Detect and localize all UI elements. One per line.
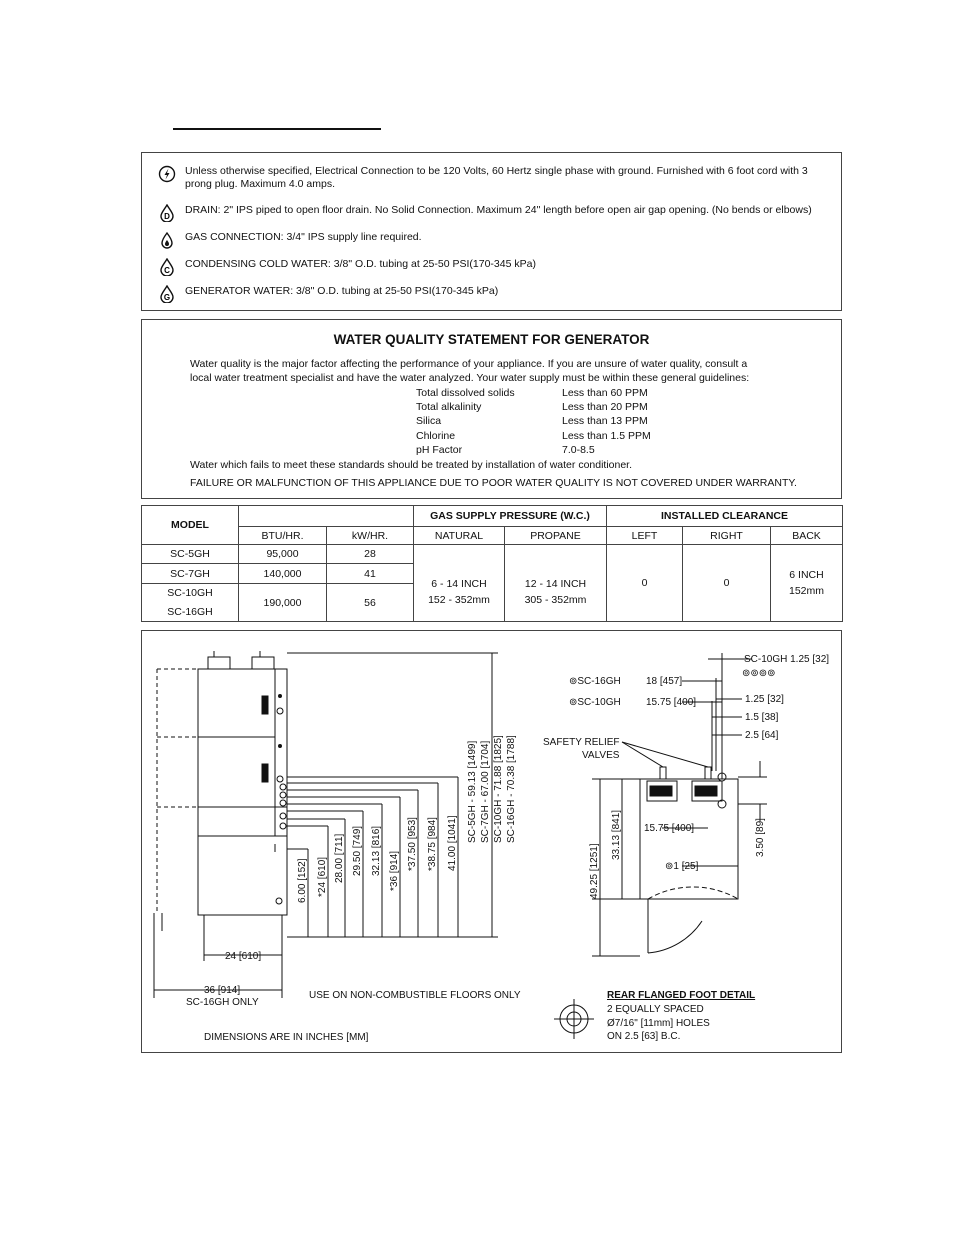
note-drain-text: DRAIN: 2" IPS piped to open floor drain. No Solid Connection. Maximum 24" length before open air gap opening. (No bends or elbows) xyxy=(185,204,812,216)
table-subheader-row xyxy=(142,527,843,545)
foot-detail-title: REAR FLANGED FOOT DETAIL xyxy=(607,990,756,1001)
guideline-value: 7.0-8.5 xyxy=(562,444,595,456)
dimension-drawing-box xyxy=(141,630,842,1053)
guideline-row xyxy=(416,430,651,443)
safety-relief-label: SAFETY RELIEF xyxy=(543,737,620,748)
back-clearance-cell xyxy=(771,545,843,622)
height-label: SC-10GH - 71.88 [1825] xyxy=(493,735,504,843)
right-clearance-cell: 0 xyxy=(683,545,771,622)
vertical-dimension-label: 32.13 [816] xyxy=(371,825,382,876)
water-quality-title: WATER QUALITY STATEMENT FOR GENERATOR xyxy=(333,332,650,347)
guideline-row xyxy=(416,444,595,457)
model-cell: SC-5GH xyxy=(142,545,239,564)
vertical-dimension-label: *24 [610] xyxy=(317,856,328,897)
dim-350-label: 3.50 [89] xyxy=(755,818,766,857)
generator-water-icon xyxy=(158,285,176,303)
dim-3313-label: 33.13 [841] xyxy=(611,809,622,860)
top-sc10-label: SC-10GH 1.25 [32] xyxy=(744,654,830,665)
water-quality-intro-2: local water treatment specialist and have the water analyzed. Your water supply must be within these general guidelines: xyxy=(190,372,750,384)
height-label: SC-16GH - 70.38 [1788] xyxy=(506,735,517,843)
guideline-value: Less than 1.5 PPM xyxy=(562,430,651,442)
width-24-label: 24 [610] xyxy=(225,951,262,962)
left-clearance-cell: 0 xyxy=(607,545,683,622)
btu-header: BTU/HR. xyxy=(239,527,327,545)
back-header: BACK xyxy=(771,527,843,545)
gas-icon xyxy=(158,231,176,249)
clearance-header: INSTALLED CLEARANCE xyxy=(607,506,843,527)
steamer-cabinet xyxy=(198,669,287,915)
drain-icon xyxy=(158,204,176,222)
table-header-row xyxy=(142,506,843,527)
model-cell: SC-16GH xyxy=(142,603,239,622)
blank-header xyxy=(239,506,414,527)
sc10-value: 15.75 [400] xyxy=(646,697,697,708)
safety-valves-label: VALVES xyxy=(582,750,620,761)
guideline-label: Total alkalinity xyxy=(416,401,482,413)
propane-header: PROPANE xyxy=(505,527,607,545)
table-row xyxy=(142,545,843,564)
floors-note: USE ON NON-COMBUSTIBLE FLOORS ONLY xyxy=(309,990,521,1001)
title-underline xyxy=(173,128,381,130)
back-clearance-mm: 152mm xyxy=(789,585,825,597)
sc16-label: ⊚SC-16GH xyxy=(569,676,621,687)
propane-pressure-cell xyxy=(505,564,607,622)
guideline-label: Chlorine xyxy=(416,430,456,442)
note-drain xyxy=(158,204,825,222)
back-clearance-inch: 6 INCH xyxy=(789,569,824,581)
plan-view xyxy=(554,653,767,1039)
sc16-only-label: SC-16GH ONLY xyxy=(186,997,259,1008)
water-quality-box xyxy=(141,319,842,499)
sc10-label: ⊚SC-10GH xyxy=(569,697,621,708)
model-header: MODEL xyxy=(142,506,239,545)
guideline-row xyxy=(416,415,648,428)
vertical-dimension-label: 28.00 [711] xyxy=(334,833,345,883)
propane-pressure-mm: 305 - 352mm xyxy=(524,594,587,607)
note-condensing xyxy=(158,258,825,276)
note-gas-text: GAS CONNECTION: 3/4" IPS supply line required. xyxy=(185,231,422,243)
model-cell: SC-7GH xyxy=(142,564,239,584)
gas-pressure-header: GAS SUPPLY PRESSURE (W.C.) xyxy=(414,506,607,527)
note-electrical xyxy=(158,165,825,191)
natural-pressure-cell xyxy=(414,564,505,622)
kw-cell: 56 xyxy=(327,584,414,622)
natural-pressure-inch: 6 - 14 INCH xyxy=(431,578,487,591)
guideline-value: Less than 60 PPM xyxy=(562,387,648,399)
btu-cell: 140,000 xyxy=(239,564,327,584)
model-cell: SC-10GH xyxy=(142,584,239,603)
dim-4925-label: 49.25 [1251] xyxy=(589,843,600,899)
foot-detail-line-2: Ø7/16" [11mm] HOLES xyxy=(607,1018,710,1029)
vertical-dimension-label: *37.50 [953] xyxy=(407,817,418,871)
vertical-dimension-label: *38.75 [984] xyxy=(427,817,438,871)
guideline-label: Total dissolved solids xyxy=(416,387,515,399)
propane-top-cell xyxy=(505,545,607,564)
units-note: DIMENSIONS ARE IN INCHES [MM] xyxy=(204,1032,369,1043)
btu-cell: 190,000 xyxy=(239,584,327,622)
note-condensing-text: CONDENSING COLD WATER: 3/8" O.D. tubing at 25-50 PSI(170-345 kPa) xyxy=(185,258,536,270)
guideline-row xyxy=(416,387,648,400)
spec-table xyxy=(141,505,843,622)
note-electrical-text: Unless otherwise specified, Electrical Connection to be 120 Volts, 60 Hertz single phase with ground. Furnished with 6 foot cord with 3 prong plug. Maximum 4.0 amps. xyxy=(185,165,808,190)
guideline-value: Less than 20 PPM xyxy=(562,401,648,413)
svg-text:G: G xyxy=(163,293,171,302)
left-header: LEFT xyxy=(607,527,683,545)
water-quality-footer-2: FAILURE OR MALFUNCTION OF THIS APPLIANCE DUE TO POOR WATER QUALITY IS NOT COVERED UNDER WARRANTY. xyxy=(190,477,797,489)
vertical-dimension-label: 29.50 [749] xyxy=(352,825,363,876)
vertical-dimension-label: *36 [914] xyxy=(389,850,400,891)
kw-header: kW/HR. xyxy=(327,527,414,545)
electrical-offset-label: ⊚1 [25] xyxy=(665,861,699,872)
guideline-label: Silica xyxy=(416,415,442,427)
btu-cell: 95,000 xyxy=(239,545,327,564)
width-36-label: 36 [914] xyxy=(204,985,241,996)
note-generator xyxy=(158,285,825,303)
water-quality-footer-1: Water which fails to meet these standards should be treated by installation of water conditioner. xyxy=(190,459,633,471)
electrical-icon xyxy=(158,165,176,183)
propane-pressure-inch: 12 - 14 INCH xyxy=(524,578,587,591)
drain-offset-label: 15.75 [400] xyxy=(644,823,695,834)
natural-pressure-mm: 152 - 352mm xyxy=(428,594,490,607)
height-label: SC-7GH - 67.00 [1704] xyxy=(480,740,491,843)
vertical-dimension-label: 41.00 [1041] xyxy=(447,815,458,871)
dim-125-label: 1.25 [32] xyxy=(745,694,784,705)
utility-notes-box xyxy=(141,152,842,311)
guideline-row xyxy=(416,401,648,414)
vertical-dimension-label: 6.00 [152] xyxy=(297,858,308,903)
right-header: RIGHT xyxy=(683,527,771,545)
note-gas xyxy=(158,231,825,249)
svg-text:C: C xyxy=(164,266,170,275)
height-label: SC-5GH - 59.13 [1499] xyxy=(467,740,478,843)
svg-text:D: D xyxy=(164,212,170,221)
note-generator-text: GENERATOR WATER: 3/8" O.D. tubing at 25-50 PSI(170-345 kPa) xyxy=(185,285,499,297)
guideline-value: Less than 13 PPM xyxy=(562,415,648,427)
condensing-water-icon xyxy=(158,258,176,276)
natural-top-cell xyxy=(414,545,505,564)
dim-25-label: 2.5 [64] xyxy=(745,730,779,741)
dim-15-label: 1.5 [38] xyxy=(745,712,779,723)
sc16-value: 18 [457] xyxy=(646,676,683,687)
guideline-label: pH Factor xyxy=(416,444,463,456)
utility-symbols-label: ⊚⊚⊚⊚ xyxy=(742,668,776,679)
kw-cell: 28 xyxy=(327,545,414,564)
water-quality-intro-1: Water quality is the major factor affecting the performance of your appliance. If you are unsure of water quality, consult a xyxy=(190,358,748,370)
dimension-drawing xyxy=(142,631,841,1052)
foot-detail-line-1: 2 EQUALLY SPACED xyxy=(607,1004,704,1015)
natural-header: NATURAL xyxy=(414,527,505,545)
foot-detail-line-3: ON 2.5 [63] B.C. xyxy=(607,1031,681,1042)
kw-cell: 41 xyxy=(327,564,414,584)
